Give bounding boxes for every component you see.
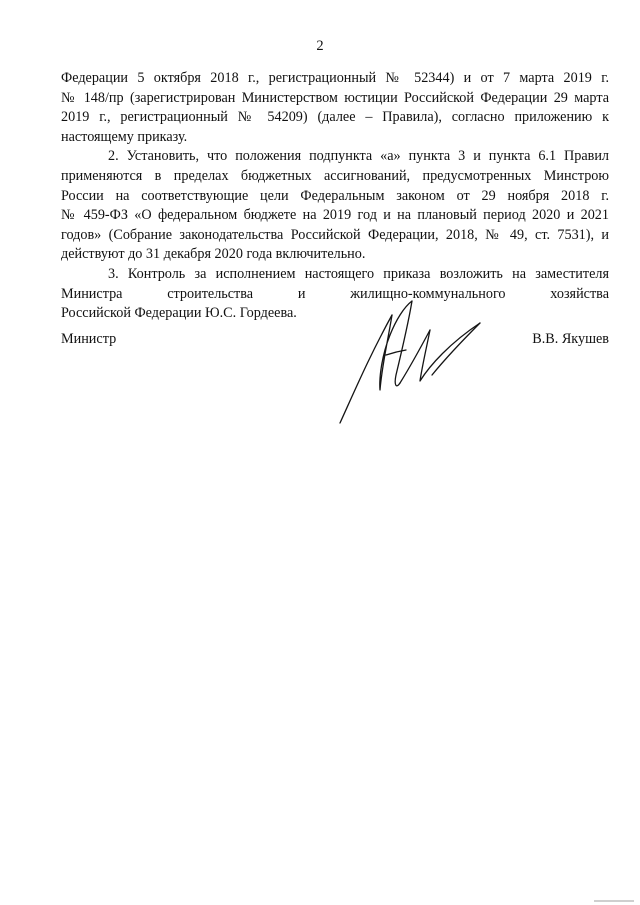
text-line: № 459-ФЗ «О федеральном бюджете на 2019 год и на плановый период 2020 и 2021 (61, 207, 609, 224)
text-line: № 148/пр (зарегистрирован Министерством юстиции Российской Федерации 29 марта (61, 89, 609, 106)
handwritten-signature-icon (330, 295, 490, 430)
text-line: действуют до 31 декабря 2020 года включительно. (61, 246, 366, 263)
text-line: Российской Федерации Ю.С. Гордеева. (61, 305, 297, 322)
scan-edge-mark-icon (594, 899, 634, 903)
signer-name: В.В. Якушев (532, 331, 609, 347)
text-line: настоящему приказу. (61, 128, 188, 145)
text-line: России на соответствующие цели Федеральным законом от 29 ноября 2018 г. (61, 187, 609, 204)
text-line: применяются в пределах бюджетных ассигнований, предусмотренных Минстрою (61, 167, 609, 184)
document-body (61, 69, 609, 324)
paragraph-continuation (61, 69, 609, 147)
signer-title: Министр (61, 331, 117, 347)
text-line: Министра строительства и жилищно-коммунального хозяйства (61, 285, 609, 302)
text-line: 2. Установить, что положения подпункта «а» пункта 3 и пункта 6.1 Правил (108, 148, 609, 165)
page-number: 2 (316, 38, 324, 54)
text-line: 2019 г., регистрационный № 54209) (далее – Правила), согласно приложению к (61, 109, 609, 126)
paragraph-item-2 (61, 147, 609, 265)
text-line: 3. Контроль за исполнением настоящего приказа возложить на заместителя (108, 265, 609, 282)
text-line: Федерации 5 октября 2018 г., регистрационный № 52344) и от 7 марта 2019 г. (61, 70, 609, 86)
text-line: годов» (Собрание законодательства Российской Федерации, 2018, № 49, ст. 7531), и (61, 226, 609, 243)
